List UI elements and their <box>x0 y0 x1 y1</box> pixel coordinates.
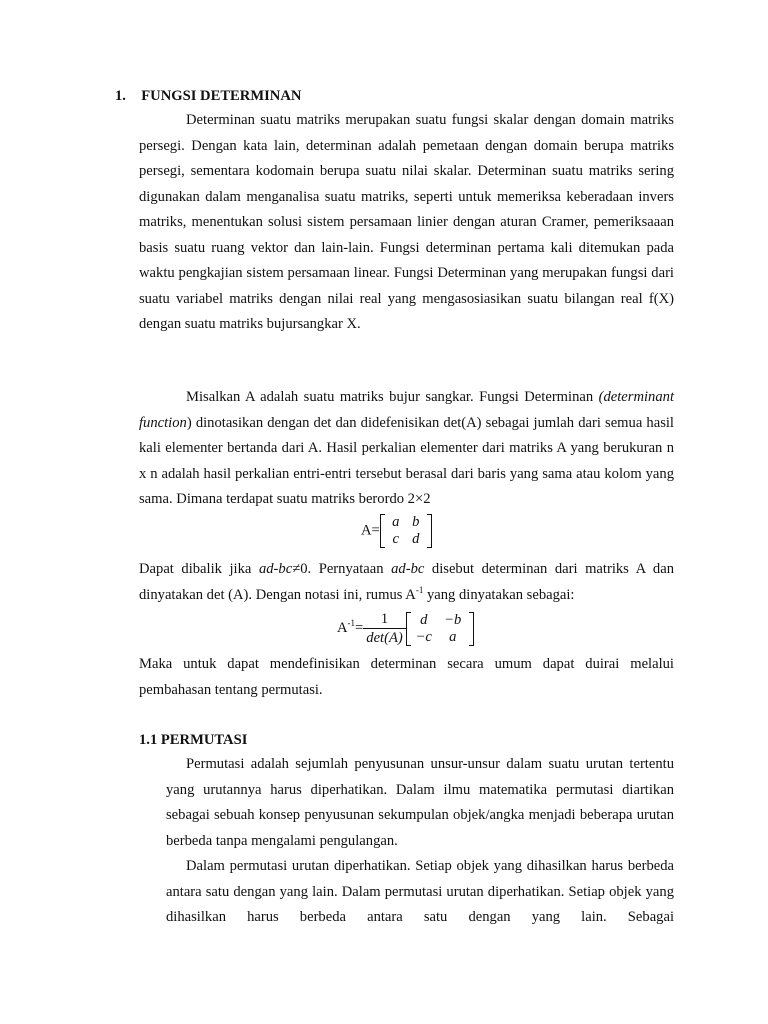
adjugate-matrix <box>406 612 474 646</box>
matrix-cell: d <box>412 531 420 547</box>
matrix-cell: −b <box>444 611 462 628</box>
paragraph-definition: Determinan suatu matriks merupakan suatu fungsi skalar dengan domain matriks persegi. Dengan kata lain, determinan adalah pemetaan dengan domain berupa matriks persegi, sementara kodomain berupa suatu nilai skalar. Determinan suatu matriks sering digunakan dalam menganalisa suatu matriks, seperti untuk memeriksa keberadaan invers matriks, menentukan solusi sistem persamaan linier dengan aturan Cramer, pemeriksaaan basis suatu ruang vektor dan lain-lain. Fungsi determinan pertama kali ditemukan pada waktu pengkajian sistem persamaan linear. Fungsi Determinan yang merupakan fungsi dari suatu variabel matriks dengan nilai real yang mengasosiasikan suatu bilangan real f(X) dengan suatu matriks bujursangkar X. <box>139 112 674 332</box>
matrix-cell: c <box>392 531 400 547</box>
matrix-2x2 <box>380 514 432 548</box>
fraction: $\frac{1}{\det(A)}$ <box>363 610 405 647</box>
matrix-cell: b <box>412 514 420 530</box>
section-title: FUNGSI DETERMINAN <box>141 88 302 104</box>
italic-term: (determinant function <box>139 389 674 431</box>
matrix-cell: a <box>392 514 400 530</box>
paragraph-determinant-function: Misalkan A adalah suatu matriks bujur sangkar. Fungsi Determinan (determinant function) dinotasikan dengan det dan didefenisikan det(A) sebagai jumlah dari semua hasil kali elementer bertanda dari A. Hasil perkalian elementer dari matriks A yang berukuran n x n adalah hasil perkalian entri-entri tersebut berasal dari baris yang sama atau kolom yang sama. Dimana terdapat suatu matriks berordo 2×2 <box>139 389 674 507</box>
subsection-heading <box>139 732 247 749</box>
section-number: 1. <box>115 88 126 104</box>
paragraph-invertible: Dapat dibalik jika ad-bc≠0. Pernyataan ad-bc disebut determinan dari matriks A dan dinyatakan det (A). Dengan notasi ini, rumus $A^{-1}$ yang dinyatakan sebagai: <box>139 561 674 603</box>
paragraph-conclusion: Maka untuk dapat mendefinisikan determinan secara umum dapat duirai melalui pembahasan tentang permutasi. <box>139 656 674 698</box>
inverse-lhs: $A^{-1}=$ <box>337 617 364 636</box>
matrix-cell: a <box>449 628 457 645</box>
section-heading <box>115 88 301 105</box>
matrix-cell: d <box>420 611 428 628</box>
matrix-cell: −c <box>415 628 432 645</box>
paragraph-permutation-definition: Permutasi adalah sejumlah penyusunan unsur-unsur dalam suatu urutan tertentu yang urutannya harus diperhatikan. Dalam ilmu matematika permutasi diartikan sebagai sebuah konsep penyusunan sekumpulan objek/angka menjadi beberapa urutan berbeda tanpa mengalami pengulangan. <box>166 756 674 849</box>
equation-lhs: A= <box>361 522 380 539</box>
matrix-equation <box>361 514 432 548</box>
inverse-formula <box>337 610 474 647</box>
subsection-title: 1.1 PERMUTASI <box>139 732 248 748</box>
paragraph-permutation-order: Dalam permutasi urutan diperhatikan. Setiap objek yang dihasilkan harus berbeda antara satu dengan yang lain. Dalam permutasi urutan diperhatikan. Setiap objek yang dihasilkan harus berbeda antara satu dengan yang lain. Sebagai <box>166 858 674 925</box>
